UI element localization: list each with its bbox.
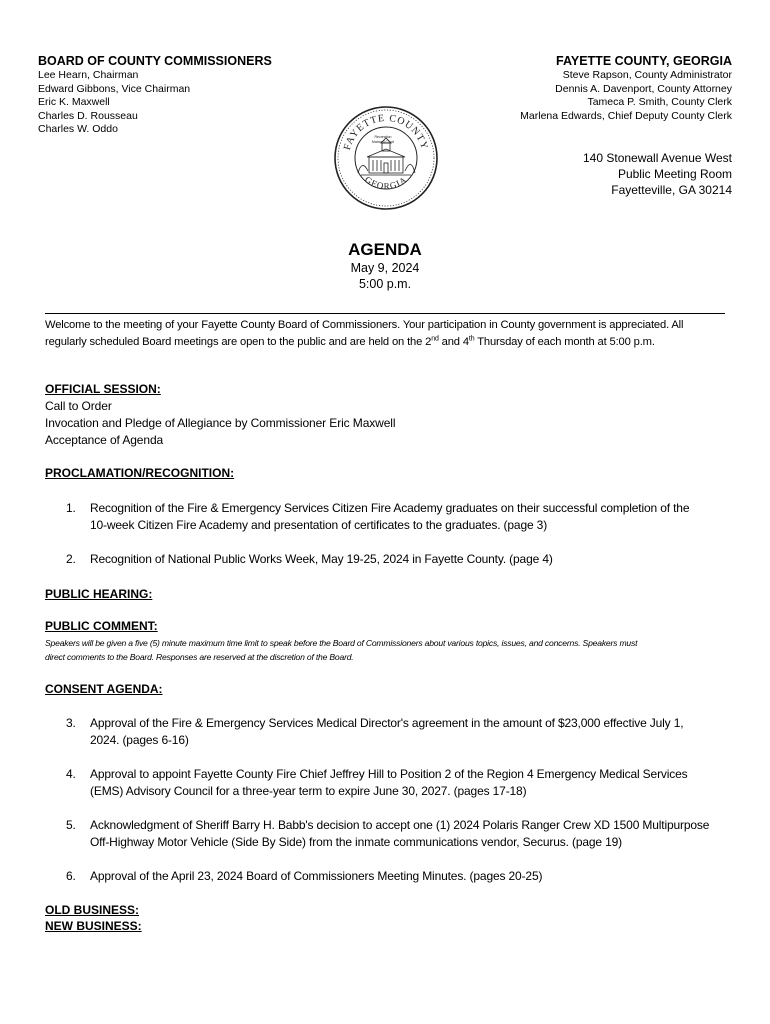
- old-business-heading: OLD BUSINESS:: [45, 903, 140, 917]
- header-divider: [45, 313, 725, 314]
- item-text: [90, 817, 736, 851]
- staff-administrator: Steve Rapson, County Administrator: [562, 69, 732, 81]
- seal-inner-text-2: Maxwell Court: [371, 140, 395, 144]
- item-line: 2024. (pages 6-16): [90, 733, 189, 747]
- agenda-item-1: [66, 500, 736, 534]
- item-text: [90, 500, 736, 534]
- consent-agenda-heading: CONSENT AGENDA:: [45, 682, 163, 696]
- meeting-address: [583, 150, 732, 198]
- public-hearing-heading: PUBLIC HEARING:: [45, 587, 153, 601]
- welcome-sup-nd: nd: [431, 335, 439, 343]
- board-title: BOARD OF COUNTY COMMISSIONERS: [38, 54, 272, 68]
- welcome-sup-th: th: [468, 335, 475, 343]
- item-line: Recognition of National Public Works Week, May 19-25, 2024 in Fayette County. (page 4): [90, 552, 553, 566]
- public-comment-line-2: direct comments to the Board. Responses are reserved at the discretion of the Board.: [45, 652, 354, 662]
- agenda-time: 5:00 p.m.: [358, 277, 412, 291]
- public-comment-heading: PUBLIC COMMENT:: [45, 619, 158, 633]
- agenda-item-5: [66, 817, 736, 851]
- new-business-heading: NEW BUSINESS:: [45, 919, 142, 933]
- call-to-order: Call to Order: [45, 399, 112, 413]
- agenda-item-6: [66, 868, 736, 885]
- item-line: (EMS) Advisory Council for a three-year term to expire June 30, 2027. (pages 17-18): [90, 784, 527, 798]
- staff-attorney: Dennis A. Davenport, County Attorney: [555, 82, 732, 95]
- seal-inner-text-1: Recreation: [374, 135, 392, 139]
- item-line: Approval of the Fire & Emergency Services Medical Director's agreement in the amount of $23,000 effective July 1,: [90, 716, 684, 730]
- address-street: 140 Stonewall Avenue West: [583, 151, 732, 165]
- item-number: 3.: [66, 716, 76, 730]
- county-title: FAYETTE COUNTY, GEORGIA: [556, 54, 732, 68]
- commissioner-oddo: Charles W. Oddo: [38, 123, 118, 135]
- item-number: 1.: [66, 501, 76, 515]
- invocation: Invocation and Pledge of Allegiance by Commissioner Eric Maxwell: [45, 416, 396, 430]
- agenda-date: May 9, 2024: [350, 261, 420, 275]
- seal-top-text: FAYETTE COUNTY: [341, 112, 431, 152]
- item-line: 10-week Citizen Fire Academy and presentation of certificates to the graduates. (page 3): [90, 518, 548, 532]
- item-text: [90, 868, 736, 885]
- county-seal-icon: [333, 105, 439, 211]
- address-room: Public Meeting Room: [617, 167, 732, 181]
- item-number: 2.: [66, 552, 76, 566]
- svg-text:GEORGIA: [363, 174, 409, 191]
- proclamation-heading: PROCLAMATION/RECOGNITION:: [45, 466, 235, 480]
- public-comment-note: [45, 636, 725, 664]
- item-number: 6.: [66, 869, 76, 883]
- county-seal: [333, 105, 439, 211]
- commissioner-maxwell: Eric K. Maxwell: [38, 96, 110, 108]
- address-city: Fayetteville, GA 30214: [611, 183, 732, 197]
- welcome-line-2b: and 4: [438, 336, 469, 348]
- acceptance-of-agenda: Acceptance of Agenda: [45, 433, 164, 447]
- item-text: [90, 715, 736, 749]
- item-line: Approval of the April 23, 2024 Board of Commissioners Meeting Minutes. (pages 20-25): [90, 869, 543, 883]
- board-header: [38, 54, 272, 137]
- county-header: [520, 54, 732, 123]
- item-text: [90, 766, 736, 800]
- welcome-line-1: Welcome to the meeting of your Fayette County Board of Commissioners. Your participation in County government is appreciated. All: [45, 319, 684, 331]
- item-text: [90, 551, 736, 568]
- item-line: Approval to appoint Fayette County Fire Chief Jeffrey Hill to Position 2 of the Region 4 Emergency Medical Services: [90, 767, 688, 781]
- item-line: Recognition of the Fire & Emergency Services Citizen Fire Academy graduates on their successful completion of the: [90, 501, 690, 515]
- agenda-item-2: [66, 551, 736, 568]
- svg-text:FAYETTE COUNTY: [342, 113, 430, 152]
- agenda-item-4: [66, 766, 736, 800]
- welcome-line-2: [45, 334, 735, 351]
- commissioner-vice-chairman: Edward Gibbons, Vice Chairman: [38, 82, 191, 95]
- commissioner-rousseau: Charles D. Rousseau: [38, 109, 138, 122]
- welcome-line-2a: regularly scheduled Board meetings are open to the public and are held on the 2: [45, 336, 432, 348]
- agenda-header: [0, 240, 770, 292]
- commissioner-chairman: Lee Hearn, Chairman: [38, 69, 139, 81]
- item-line: Off-Highway Motor Vehicle (Side By Side) from the inmate communications vendor, Securus. (page 19): [90, 835, 622, 849]
- item-number: 5.: [66, 818, 76, 832]
- welcome-line-2c: Thursday of each month at 5:00 p.m.: [474, 336, 655, 348]
- item-line: Acknowledgment of Sheriff Barry H. Babb's decision to accept one (1) 2024 Polaris Ranger Crew XD 1500 Multipurpose: [90, 818, 710, 832]
- seal-bottom-text: GEORGIA: [362, 174, 410, 192]
- item-number: 4.: [66, 767, 76, 781]
- official-session-heading: OFFICIAL SESSION:: [45, 382, 161, 396]
- staff-deputy-clerk: Marlena Edwards, Chief Deputy County Clerk: [520, 109, 732, 122]
- agenda-title: AGENDA: [348, 240, 422, 259]
- welcome-paragraph: [45, 317, 735, 351]
- staff-clerk: Tameca P. Smith, County Clerk: [587, 96, 732, 108]
- public-comment-line-1: Speakers will be given a five (5) minute maximum time limit to speak before the Board of Commissioners about various topics, issues, and concerns. Speakers must: [45, 638, 638, 648]
- agenda-item-3: [66, 715, 736, 749]
